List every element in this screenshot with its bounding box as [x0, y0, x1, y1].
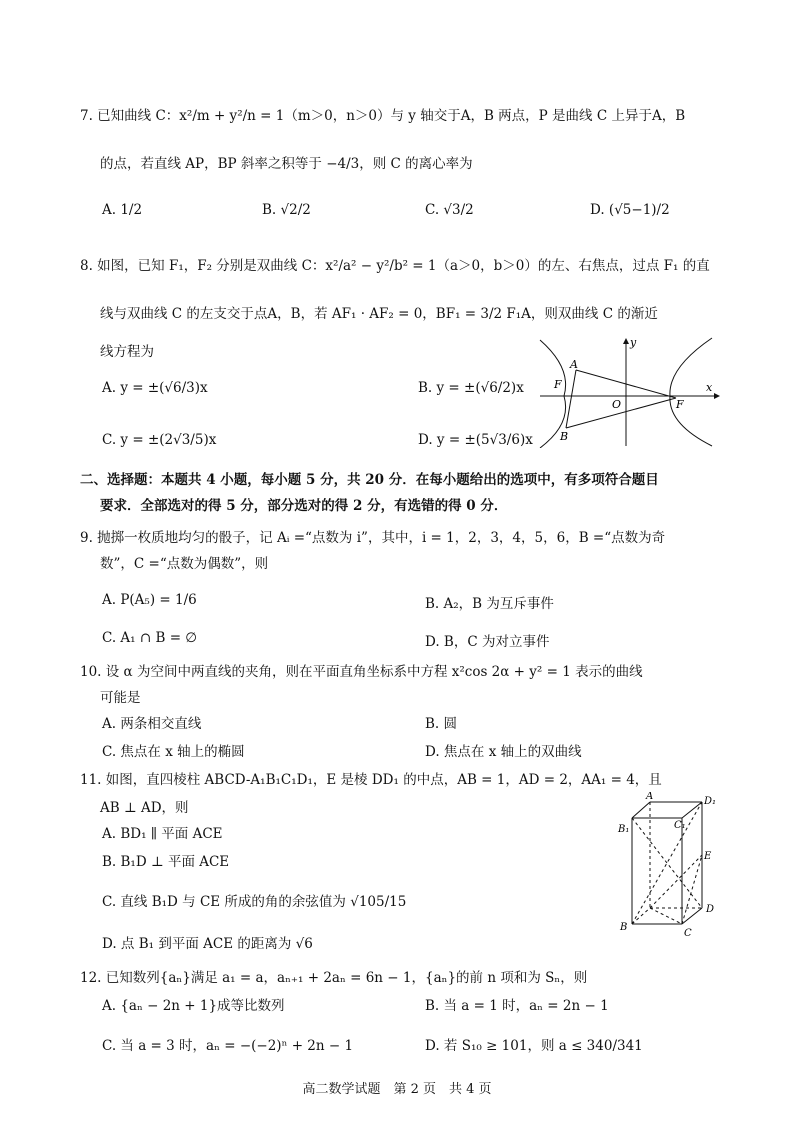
q11-stem-line1: 11. 如图，直四棱柱 ABCD-A₁B₁C₁D₁，E 是棱 DD₁ 的中点，AB = 1，AD = 2，AA₁ = 4，且: [80, 772, 662, 788]
q9-option-a: A. P(A₅) = 1/6: [102, 592, 197, 608]
q9-option-b: B. A₂，B 为互斥事件: [425, 596, 554, 612]
q10-option-c: C. 焦点在 x 轴上的椭圆: [102, 744, 245, 760]
q8-option-d: D. y = ±(5√3/6)x: [418, 432, 533, 448]
y-axis-label: y: [630, 336, 637, 349]
q11-option-a: A. BD₁ ∥ 平面 ACE: [102, 826, 223, 842]
q12-option-a: A. {aₙ − 2n + 1}成等比数列: [102, 998, 285, 1014]
q10-option-d: D. 焦点在 x 轴上的双曲线: [425, 744, 582, 760]
q10-stem-line2: 可能是: [100, 690, 141, 706]
q8-option-a: A. y = ±(√6/3)x: [102, 380, 208, 396]
q7-stem-line1: 7. 已知曲线 C：x²/m + y²/n = 1（m＞0，n＞0）与 y 轴交于A，B 两点，P 是曲线 C 上异于A，B: [80, 108, 686, 124]
q10-option-b: B. 圆: [425, 716, 458, 732]
q11-option-b: B. B₁D ⊥ 平面 ACE: [102, 854, 230, 870]
q12-option-d: D. 若 S₁₀ ≥ 101，则 a ≤ 340/341: [425, 1038, 643, 1054]
q8-hyperbola-figure: [536, 336, 720, 448]
q12-option-c: C. 当 a = 3 时，aₙ = −(−2)ⁿ + 2n − 1: [102, 1038, 354, 1054]
q11-prism-figure: [616, 792, 720, 938]
y-axis-arrow-icon: [623, 338, 629, 344]
q12-stem-line1: 12. 已知数列{aₙ}满足 a₁ = a，aₙ₊₁ + 2aₙ = 6n − 1，{aₙ}的前 n 项和为 Sₙ，则: [80, 970, 588, 986]
q9-option-c: C. A₁ ∩ B = ∅: [102, 630, 198, 646]
q10-stem-line1: 10. 设 α 为空间中两直线的夹角，则在平面直角坐标系中方程 x²cos 2α + y² = 1 表示的曲线: [80, 664, 643, 680]
q11-stem-line2: AB ⊥ AD，则: [100, 800, 189, 816]
q8-option-c: C. y = ±(2√3/5)x: [102, 432, 217, 448]
q9-stem-line2: 数”，C =“点数为偶数”，则: [100, 556, 269, 572]
q8-stem-line1: 8. 如图，已知 F₁，F₂ 分别是双曲线 C：x²/a² − y²/b² = 1（a＞0，b＞0）的左、右焦点，过点 F₁ 的直: [80, 258, 710, 274]
origin-label: O: [612, 398, 622, 411]
q11-option-d: D. 点 B₁ 到平面 ACE 的距离为 √6: [102, 936, 313, 952]
segment-ab: [566, 370, 576, 428]
q8-stem-line3: 线方程为: [100, 344, 154, 360]
q12-option-b: B. 当 a = 1 时，aₙ = 2n − 1: [425, 998, 609, 1014]
q7-stem-line2: 的点，若直线 AP，BP 斜率之积等于 −4/3，则 C 的离心率为: [100, 156, 473, 172]
point-a-label: A: [570, 358, 578, 371]
q8-option-b: B. y = ±(√6/2)x: [418, 380, 524, 396]
vertex-c-label: C: [684, 928, 692, 938]
section2-line1: 二、选择题：本题共 4 小题，每小题 5 分，共 20 分．在每小题给出的选项中，有多项符合题目: [80, 472, 659, 488]
q7-option-b: B. √2/2: [262, 202, 311, 218]
vertex-b-label: B: [620, 922, 628, 933]
focus-f2-label: F: [676, 398, 684, 411]
q10-option-a: A. 两条相交直线: [102, 716, 202, 732]
x-axis-arrow-icon: [714, 393, 720, 399]
q8-stem-line2: 线与双曲线 C 的左支交于点A，B，若 AF₁ · AF₂ = 0，BF₁ = 3/2 F₁A，则双曲线 C 的渐近: [100, 306, 658, 322]
q11-option-c: C. 直线 B₁D 与 CE 所成的角的余弦值为 √105/15: [102, 894, 407, 910]
page-footer: 高二数学试题 第 2 页 共 4 页: [302, 1082, 492, 1097]
q9-stem-line1: 9. 抛掷一枚质地均匀的骰子，记 Aᵢ =“点数为 i”，其中，i = 1，2，3，4，5，6，B =“点数为奇: [80, 530, 666, 546]
q9-option-d: D. B，C 为对立事件: [425, 634, 550, 650]
vertex-d-label: D: [706, 904, 715, 915]
vertex-b1-label: B₁: [618, 824, 630, 835]
x-axis-label: x: [706, 381, 713, 394]
q7-option-c: C. √3/2: [425, 202, 474, 218]
focus-f1-label: F: [554, 378, 562, 391]
section2-line2: 要求．全部选对的得 5 分，部分选对的得 2 分，有选错的得 0 分．: [100, 498, 508, 514]
q7-option-d: D. (√5−1)/2: [590, 202, 670, 218]
point-b-label: B: [560, 430, 569, 443]
q7-option-a: A. 1/2: [102, 202, 143, 218]
vertex-d1-label: D₁: [704, 796, 717, 807]
point-e-label: E: [704, 851, 712, 862]
vertex-c1-label: C₁: [674, 820, 686, 831]
vertex-a-label: A: [646, 792, 654, 802]
